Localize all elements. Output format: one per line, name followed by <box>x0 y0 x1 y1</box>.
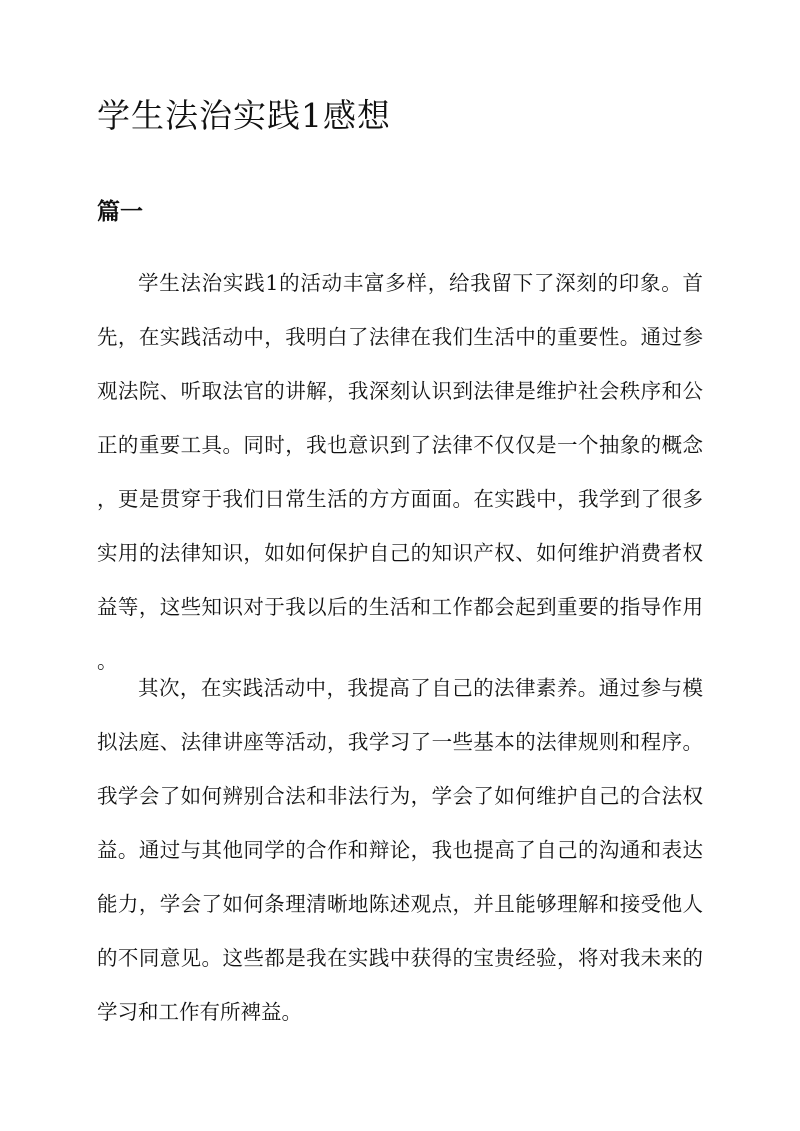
paragraph-line: 益。通过与其他同学的合作和辩论，我也提高了自己的沟通和表达 <box>97 838 703 862</box>
paragraph-line: 其次，在实践活动中，我提高了自己的法律素养。通过参与模 <box>138 676 703 700</box>
document-title: 学生法治实践1感想 <box>97 96 391 135</box>
paragraph-line: 正的重要工具。同时，我也意识到了法律不仅仅是一个抽象的概念 <box>97 433 703 457</box>
paragraph-2 <box>97 661 703 1039</box>
paragraph-line: 的不同意见。这些都是我在实践中获得的宝贵经验，将对我未来的 <box>97 946 703 970</box>
paragraph-line: 实用的法律知识，如如何保护自己的知识产权、如何维护消费者权 <box>97 541 703 565</box>
paragraph-line: 。 <box>97 649 118 673</box>
paragraph-1 <box>97 256 703 688</box>
paragraph-line: 益等，这些知识对于我以后的生活和工作都会起到重要的指导作用 <box>97 595 703 619</box>
section-heading: 篇一 <box>97 198 143 225</box>
paragraph-line: 学习和工作有所裨益。 <box>97 1000 302 1024</box>
paragraph-line: 观法院、听取法官的讲解，我深刻认识到法律是维护社会秩序和公 <box>97 379 703 403</box>
paragraph-line: 学生法治实践1的活动丰富多样，给我留下了深刻的印象。首 <box>138 271 703 295</box>
paragraph-line: 我学会了如何辨别合法和非法行为，学会了如何维护自己的合法权 <box>97 784 703 808</box>
paragraph-line: ，更是贯穿于我们日常生活的方方面面。在实践中，我学到了很多 <box>97 487 703 511</box>
paragraph-line: 拟法庭、法律讲座等活动，我学习了一些基本的法律规则和程序。 <box>97 730 703 754</box>
paragraph-line: 先，在实践活动中，我明白了法律在我们生活中的重要性。通过参 <box>97 325 703 349</box>
paragraph-line: 能力，学会了如何条理清晰地陈述观点，并且能够理解和接受他人 <box>97 892 703 916</box>
